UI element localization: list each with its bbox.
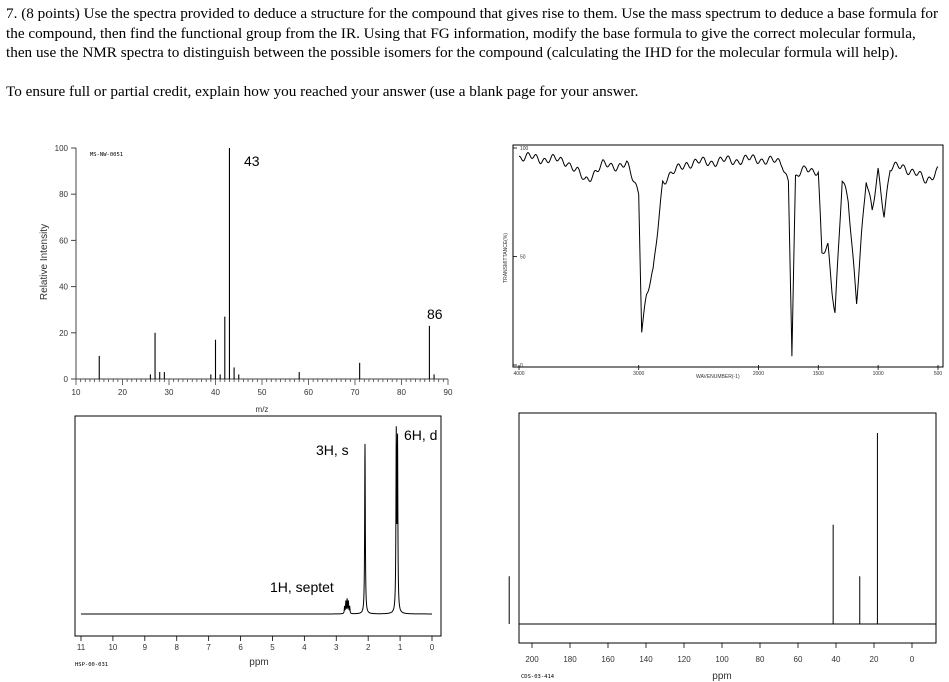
cnmr-x-tick-label: 200 xyxy=(525,655,539,664)
ms-y-tick-label: 80 xyxy=(59,190,68,200)
ms-y-tick-label: 0 xyxy=(63,375,68,384)
cnmr-x-axis-label: ppm xyxy=(712,671,732,682)
ms-x-tick-label: 60 xyxy=(304,388,313,397)
ir-x-tick-label: 500 xyxy=(933,371,943,377)
hnmr-x-tick-label: 11 xyxy=(76,643,86,652)
ms-x-tick-label: 70 xyxy=(350,388,360,397)
hnmr-x-tick-label: 2 xyxy=(365,643,371,652)
cnmr-frame xyxy=(519,413,936,643)
hnmr-x-tick-label: 3 xyxy=(334,643,339,652)
ms-x-tick-label: 40 xyxy=(211,388,220,397)
ir-x-tick-label: 2000 xyxy=(752,371,764,377)
ms-x-tick-label: 80 xyxy=(397,388,406,397)
ms-y-axis-label: Relative Intensity xyxy=(39,223,50,301)
hnmr-x-tick-label: 10 xyxy=(108,643,118,652)
ir-x-tick-label: 1000 xyxy=(872,371,884,377)
ms-code: MS-NW-0051 xyxy=(90,152,124,158)
cnmr-x-tick-label: 40 xyxy=(831,655,841,664)
ms-x-tick-label: 30 xyxy=(164,388,174,397)
ms-y-tick-label: 20 xyxy=(59,328,68,338)
hnmr-x-tick-label: 9 xyxy=(142,643,148,652)
hnmr-annotation-3h-singlet: 3H, s xyxy=(316,442,349,458)
hnmr-annotation-1h-septet: 1H, septet xyxy=(270,579,334,595)
ms-x-tick-label: 10 xyxy=(71,388,81,397)
cnmr-code: CDS-03-414 xyxy=(521,674,555,680)
ms-x-tick-label: 50 xyxy=(257,388,267,397)
cnmr-x-tick-label: 60 xyxy=(793,655,803,664)
hnmr-code: HSP-00-031 xyxy=(75,662,109,668)
hnmr-x-tick-label: 7 xyxy=(206,643,211,652)
hnmr-x-tick-label: 1 xyxy=(397,643,403,652)
question-prompt: 7. (8 points) Use the spectra provided to deduce a structure for the compound that gives rise to them. Use the mass spectrum to deduce a base formula for the compound, then find the functional group from the IR. Using that FG information, modify the base formula to give the correct molecular formula, then use the NMR spectra to distinguish between the possible isomers for the compound (calculating the IHD for the molecular formula will help). xyxy=(6,5,939,61)
cnmr-x-tick-label: 140 xyxy=(639,655,653,664)
hnmr-x-tick-label: 5 xyxy=(270,643,275,652)
ms-x-axis-label: m/z xyxy=(255,405,269,414)
ir-x-tick-label: 4000 xyxy=(513,371,525,377)
hnmr-x-tick-label: 6 xyxy=(238,643,243,652)
ms-y-tick-label: 60 xyxy=(59,236,68,246)
hnmr-x-tick-label: 0 xyxy=(429,643,435,652)
ms-x-tick-label: 20 xyxy=(118,388,127,397)
ms-peak-label-86: 86 xyxy=(427,306,443,322)
hnmr-x-tick-label: 8 xyxy=(174,643,179,652)
ms-y-tick-label: 100 xyxy=(54,144,68,153)
cnmr-x-tick-label: 160 xyxy=(601,655,615,664)
ir-x-axis-label: WAVENUMBER(-1) xyxy=(696,374,740,380)
cnmr-x-tick-label: 180 xyxy=(563,655,577,664)
ir-y-tick-label: 100 xyxy=(520,146,529,152)
ms-peak-label-43: 43 xyxy=(244,153,260,169)
cnmr-x-tick-label: 20 xyxy=(869,655,879,664)
hnmr-x-axis-label: ppm xyxy=(249,657,269,668)
ir-y-axis-label: TRANSMITTANCE(%) xyxy=(503,233,509,283)
ms-x-tick-label: 90 xyxy=(443,388,453,397)
ir-y-tick-label: 50 xyxy=(520,254,526,261)
ir-y-tick-label: 0 xyxy=(520,363,523,369)
cnmr-x-tick-label: 100 xyxy=(715,655,729,664)
ir-x-tick-label: 1500 xyxy=(812,371,824,377)
cnmr-x-tick-label: 0 xyxy=(909,655,915,664)
ir-x-tick-label: 3000 xyxy=(633,371,645,377)
hnmr-x-tick-label: 4 xyxy=(302,643,307,652)
question-instruction: To ensure full or partial credit, explain how you reached your answer (use a blank page for your answer. xyxy=(6,82,639,100)
cnmr-x-tick-label: 80 xyxy=(755,655,765,664)
ms-y-tick-label: 40 xyxy=(59,282,68,292)
hnmr-annotation-6h-doublet: 6H, d xyxy=(404,427,438,443)
cnmr-x-tick-label: 120 xyxy=(677,655,691,664)
